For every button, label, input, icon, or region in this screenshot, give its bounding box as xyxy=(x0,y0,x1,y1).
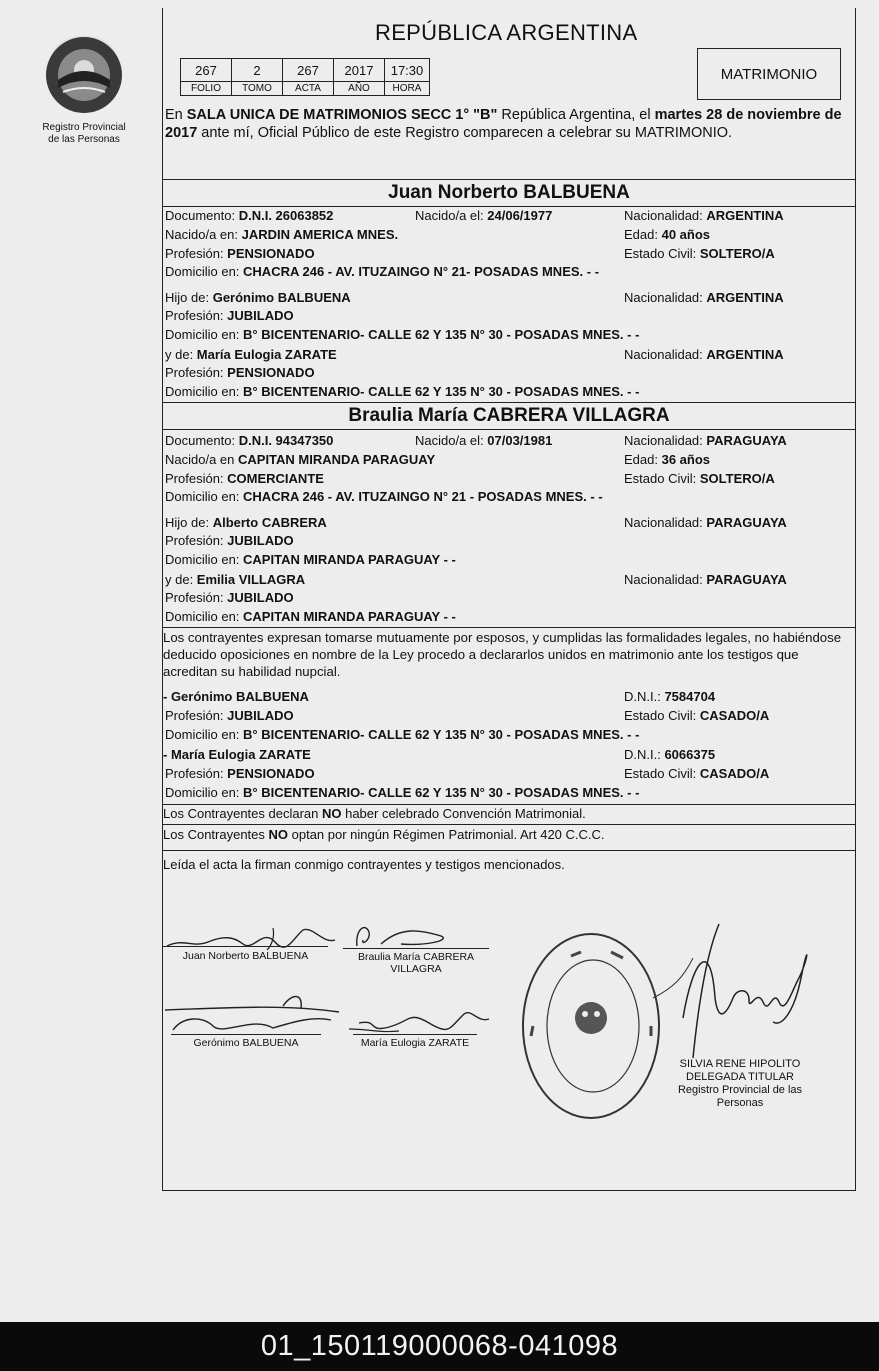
acta-value: 267 xyxy=(283,59,334,82)
signature-official xyxy=(633,918,833,1068)
spouse1-age: Edad: 40 años xyxy=(624,227,711,242)
witness2-name: - María Eulogia ZARATE xyxy=(163,747,311,762)
spouse2-civil: Estado Civil: SOLTERO/A xyxy=(624,471,775,486)
intro-date: martes 28 de noviembre de 2017 xyxy=(165,107,842,141)
misiones-seal-icon xyxy=(41,32,127,118)
signature-caption-4: María Eulogia ZARATE xyxy=(360,1037,470,1049)
signature-line xyxy=(353,1034,477,1035)
intro-text-1: En xyxy=(165,107,187,123)
signature-caption-1: Juan Norberto BALBUENA xyxy=(182,950,309,962)
spouse2-mother-prof: Profesión: JUBILADO xyxy=(165,590,294,605)
witness1-prof: Profesión: JUBILADO xyxy=(165,708,294,723)
spouse1-father-addr: Domicilio en: B° BICENTENARIO- CALLE 62 Y 135 N° 30 - POSADAS MNES. - - xyxy=(165,327,640,342)
spouse1-mother-prof: Profesión: PENSIONADO xyxy=(165,365,315,380)
witness1-name: - Gerónimo BALBUENA xyxy=(163,689,309,704)
folio-value: 267 xyxy=(181,59,232,82)
intro-office: SALA UNICA DE MATRIMONIOS SECC 1° "B" xyxy=(186,107,498,123)
witness2-prof: Profesión: PENSIONADO xyxy=(165,766,315,781)
spouse1-father-nat: Nacionalidad: ARGENTINA xyxy=(624,290,784,305)
reading-text: Leída el acta la firman conmigo contrayentes y testigos mencionados. xyxy=(163,857,565,872)
spouse2-prof: Profesión: COMERCIANTE xyxy=(165,471,324,486)
signature-caption-3: Gerónimo BALBUENA xyxy=(193,1037,299,1049)
official-role: DELEGADA TITULAR xyxy=(686,1071,794,1083)
signature-witness1 xyxy=(163,986,339,1038)
registry-table xyxy=(180,58,430,96)
spouse1-nat: Nacionalidad: ARGENTINA xyxy=(624,208,784,223)
divider xyxy=(163,804,855,805)
hora-value: 17:30 xyxy=(385,59,430,82)
spouse1-doc: Documento: D.N.I. 26063852 xyxy=(165,208,334,223)
regime-text: Los Contrayentes NO optan por ningún Régimen Patrimonial. Art 420 C.C.C. xyxy=(163,827,605,842)
spouse2-father-prof: Profesión: JUBILADO xyxy=(165,533,294,548)
footer-code: 01_150119000068-041098 xyxy=(0,1322,879,1371)
spouse2-father: Hijo de: Alberto CABRERA xyxy=(165,515,327,530)
tomo-value: 2 xyxy=(232,59,283,82)
divider xyxy=(163,824,855,825)
marriage-certificate xyxy=(162,8,856,1191)
spouse2-nat: Nacionalidad: PARAGUAYA xyxy=(624,433,787,448)
spouse2-age: Edad: 36 años xyxy=(624,452,711,467)
spouse1-father: Hijo de: Gerónimo BALBUENA xyxy=(165,290,351,305)
convention-text: Los Contrayentes declaran NO haber celebrado Convención Matrimonial. xyxy=(163,806,586,821)
spouse2-mother-nat: Nacionalidad: PARAGUAYA xyxy=(624,572,787,587)
anio-value: 2017 xyxy=(334,59,385,82)
doc-type-box: MATRIMONIO xyxy=(697,48,841,100)
logo-caption-1: Registro Provincial xyxy=(42,122,126,133)
official-block xyxy=(655,1058,825,1110)
witness2-dni: D.N.I.: 6066375 xyxy=(624,747,716,762)
tomo-label: TOMO xyxy=(232,82,283,96)
spouse2-father-addr: Domicilio en: CAPITAN MIRANDA PARAGUAY - - xyxy=(165,552,456,567)
anio-label: AÑO xyxy=(334,82,385,96)
spouse1-mother-addr: Domicilio en: B° BICENTENARIO- CALLE 62 Y 135 N° 30 - POSADAS MNES. - - xyxy=(165,384,640,399)
intro-text-3: ante mí, Oficial Público de este Registro comparecen a celebrar su MATRIMONIO. xyxy=(197,125,733,141)
spouse1-name: Juan Norberto BALBUENA xyxy=(163,179,855,207)
spouse1-father-prof: Profesión: JUBILADO xyxy=(165,308,294,323)
spouse2-father-nat: Nacionalidad: PARAGUAYA xyxy=(624,515,787,530)
official-name: SILVIA RENE HIPOLITO xyxy=(679,1058,801,1070)
folio-label: FOLIO xyxy=(181,82,232,96)
declaration-text: Los contrayentes expresan tomarse mutuamente por esposos, y cumplidas las formalidades legales, no habiéndose deducido oposiciones en nombre de la Ley procedo a declararlos unidos en matrimonio ante los testigos que acreditan su habilidad nupcial. xyxy=(163,630,842,679)
divider xyxy=(163,627,855,628)
country-title: REPÚBLICA ARGENTINA xyxy=(375,20,638,45)
signature-spouse1 xyxy=(163,908,339,956)
acta-label: ACTA xyxy=(283,82,334,96)
signature-witness2 xyxy=(339,993,499,1037)
intro-paragraph xyxy=(165,106,853,142)
spouse2-doc: Documento: D.N.I. 94347350 xyxy=(165,433,334,448)
spouse1-born: Nacido/a el: 24/06/1977 xyxy=(415,208,553,223)
witness2-addr: Domicilio en: B° BICENTENARIO- CALLE 62 Y 135 N° 30 - POSADAS MNES. - - xyxy=(165,785,640,800)
witness2-civil: Estado Civil: CASADO/A xyxy=(624,766,770,781)
spouse2-birthplace: Nacido/a en CAPITAN MIRANDA PARAGUAY xyxy=(165,452,436,467)
witness1-civil: Estado Civil: CASADO/A xyxy=(624,708,770,723)
intro-text-2: República Argentina, el xyxy=(497,107,655,123)
spouse2-mother-addr: Domicilio en: CAPITAN MIRANDA PARAGUAY - - xyxy=(165,609,456,624)
spouse2-name: Braulia María CABRERA VILLAGRA xyxy=(163,402,855,430)
logo-caption-2: de las Personas xyxy=(48,134,120,145)
spouse1-birthplace: Nacido/a en: JARDIN AMERICA MNES. xyxy=(165,227,399,242)
signature-line xyxy=(171,1034,321,1035)
signature-line xyxy=(163,946,328,947)
spouse1-mother: y de: María Eulogia ZARATE xyxy=(165,347,337,362)
spouse1-mother-nat: Nacionalidad: ARGENTINA xyxy=(624,347,784,362)
witness1-addr: Domicilio en: B° BICENTENARIO- CALLE 62 Y 135 N° 30 - POSADAS MNES. - - xyxy=(165,727,640,742)
signature-caption-2: Braulia María CABRERA VILLAGRA xyxy=(357,951,475,975)
hora-label: HORA xyxy=(385,82,430,96)
spouse1-civil: Estado Civil: SOLTERO/A xyxy=(624,246,775,261)
spouse2-mother: y de: Emilia VILLAGRA xyxy=(165,572,306,587)
official-org: Registro Provincial de las Personas xyxy=(677,1084,803,1109)
spouse2-addr: Domicilio en: CHACRA 246 - AV. ITUZAINGO N° 21 - POSADAS MNES. - - xyxy=(165,489,603,504)
spouse1-addr: Domicilio en: CHACRA 246 - AV. ITUZAINGO N° 21- POSADAS MNES. - - xyxy=(165,264,600,279)
divider xyxy=(163,850,855,851)
province-logo xyxy=(38,32,130,146)
spouse1-prof: Profesión: PENSIONADO xyxy=(165,246,315,261)
spouse2-born: Nacido/a el: 07/03/1981 xyxy=(415,433,553,448)
signature-line xyxy=(343,948,489,949)
witness1-dni: D.N.I.: 7584704 xyxy=(624,689,716,704)
